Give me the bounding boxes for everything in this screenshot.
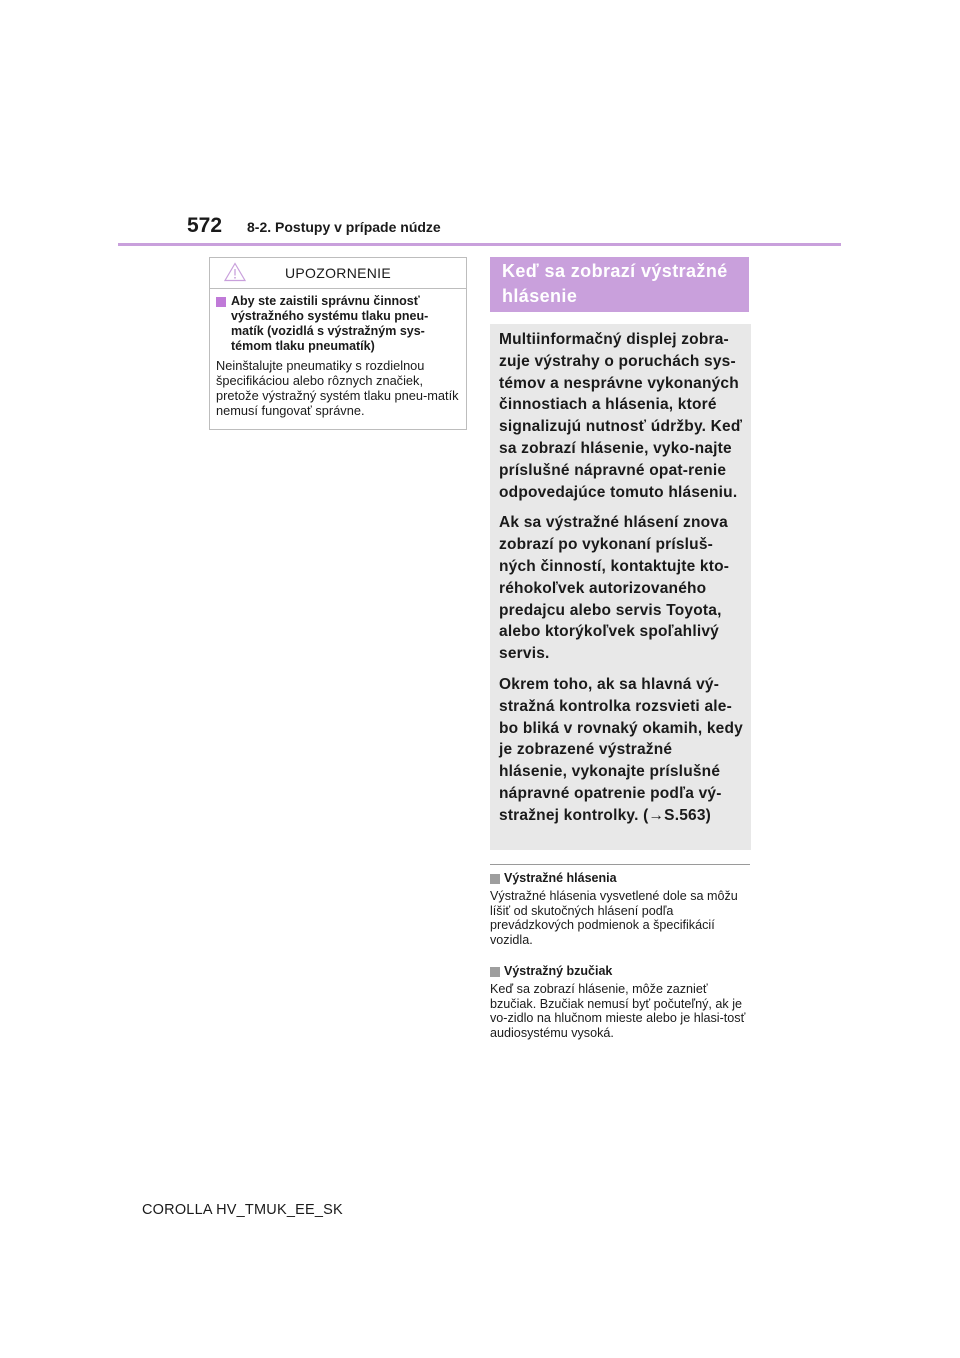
note-heading-text: Výstražné hlásenia [504,871,617,885]
square-bullet-icon [490,874,500,884]
info-paragraph: Multiinformačný displej zobra-zuje výstrahy o poruchách sys-témov a nesprávne vykonaných činnostiach a hlásenia, ktoré signalizujú nutnosť údržby. Keď sa zobrazí hlásenie, vyko-najte príslušné nápravné opat-renie odpovedajúce tomuto hláseniu. [499,331,743,501]
note-heading [490,871,752,886]
caution-body [210,289,466,418]
chapter-title: 8-2. Postupy v prípade núdze [247,219,441,235]
header-rule [118,243,841,246]
note-warning-buzzer [490,964,752,1040]
page-number: 572 [187,214,223,237]
section-title: Keď sa zobrazí výstražné hlásenie [490,257,749,312]
caution-title: UPOZORNENIE [285,265,391,281]
info-paragraph: Okrem toho, ak sa hlavná vý-stražná kontrolka rozsvieti ale-bo bliká v rovnaký okamih, kedy je zobrazené výstražné hlásenie, vykonajte príslušné nápravné opatrenie podľa vý-stražnej kontrolky. (→S.563) [499,675,743,824]
caution-heading-text: Aby ste zaistili správnu činnosť výstražného systému tlaku pneu-matík (vozidlá s výstražným sys-témom tlaku pneumatík) [231,294,429,353]
info-box [490,324,751,850]
info-paragraph: Ak sa výstražné hlásení znova zobrazí po vykonaní prísluš-ných činností, kontaktujte kto-réhokoľvek autorizovaného predajcu alebo servis Toyota, alebo ktorýkoľvek spoľahlivý servis. [499,514,730,663]
square-bullet-icon [216,297,226,307]
separator [490,864,750,865]
note-warning-messages [490,871,752,947]
note-text: Výstražné hlásenia vysvetlené dole sa môžu líšiť od skutočných hlásení podľa prevádzkových podmienok a špecifikácií vozidla. [490,889,738,947]
caution-heading [216,294,460,354]
caution-header [210,258,466,289]
note-heading-text: Výstražný bzučiak [504,964,613,978]
caution-box [209,257,467,430]
note-heading [490,964,752,979]
square-bullet-icon [490,967,500,977]
footer-model: COROLLA HV_TMUK_EE_SK [142,1202,343,1218]
caution-text: Neinštalujte pneumatiky s rozdielnou špecifikáciou alebo rôznych značiek, pretože výstražný systém tlaku pneu-matík nemusí fungovať správne. [216,358,459,418]
warning-icon [224,262,246,282]
note-text: Keď sa zobrazí hlásenie, môže zaznieť bzučiak. Bzučiak nemusí byť počuteľný, ak je vo-zidlo na hlučnom mieste alebo je hlasi-tosť audiosystému vysoká. [490,982,746,1040]
